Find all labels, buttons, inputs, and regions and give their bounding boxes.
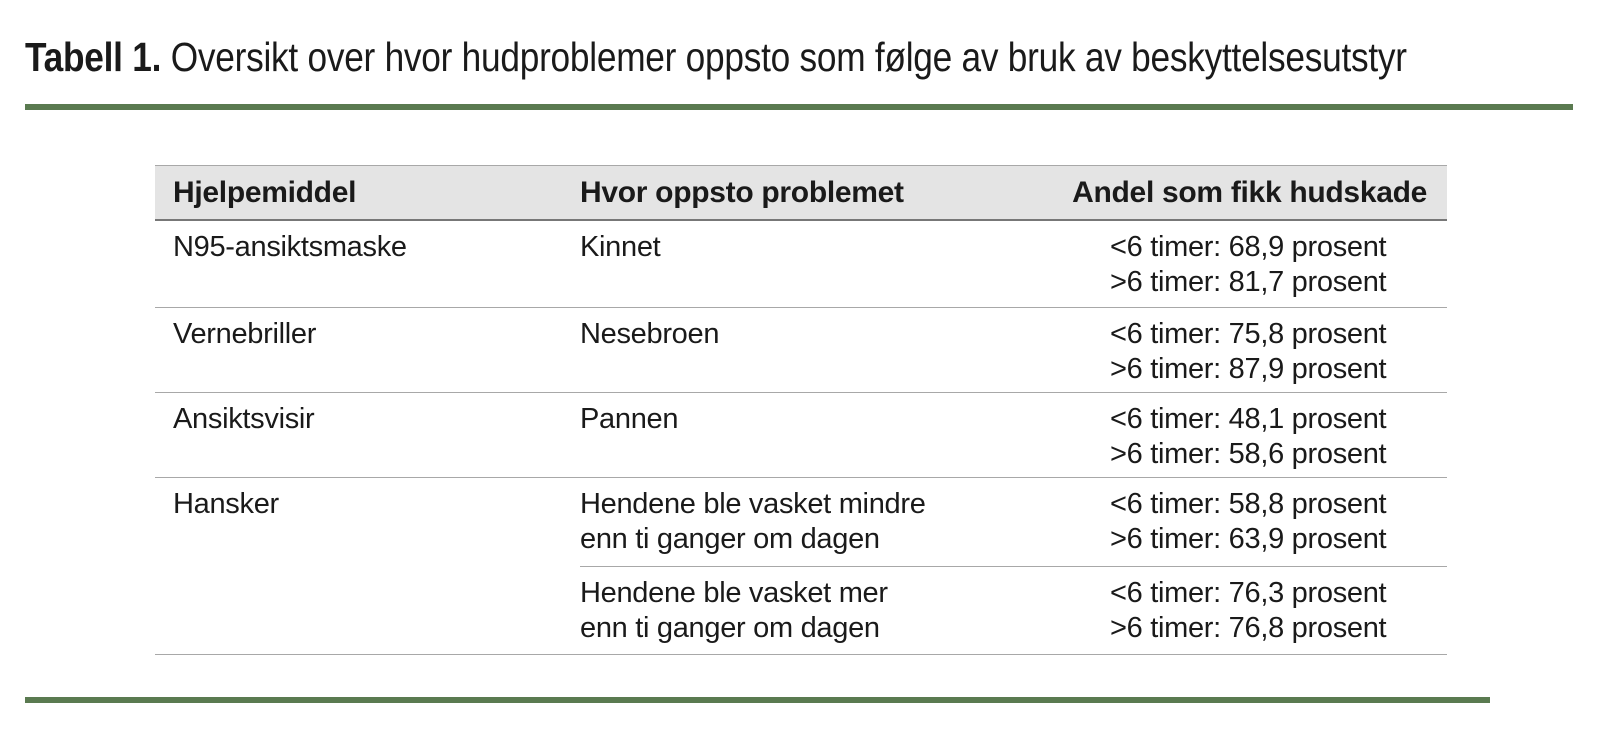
table-title: [25, 33, 1407, 81]
table-row: [155, 393, 1447, 478]
device-cell: N95-ansiktsmaske: [155, 221, 580, 308]
table-row: [155, 221, 1447, 308]
location-cell: [580, 308, 1110, 393]
share-cell: [1110, 567, 1447, 655]
table-row: [155, 478, 1447, 567]
share-line: <6 timer: 58,8 prosent: [1110, 488, 1387, 520]
location-line: Pannen: [580, 403, 679, 435]
device-cell: [155, 567, 580, 655]
location-cell: [580, 393, 1110, 478]
device-cell: Vernebriller: [155, 308, 580, 393]
location-line: enn ti ganger om dagen: [580, 523, 880, 555]
share-line: >6 timer: 63,9 prosent: [1110, 523, 1387, 555]
header-cell-device: Hjelpemiddel: [173, 175, 357, 209]
share-line: >6 timer: 76,8 prosent: [1110, 612, 1387, 644]
location-cell: [580, 221, 1110, 308]
share-line: <6 timer: 68,9 prosent: [1110, 231, 1387, 263]
location-cell: [580, 478, 1110, 567]
table-title-text: Oversikt over hvor hudproblemer oppsto som følge av bruk av beskyttelsesutstyr: [161, 34, 1407, 80]
location-line: Hendene ble vasket mer: [580, 577, 888, 609]
table-row: [155, 308, 1447, 393]
share-cell: [1110, 478, 1447, 567]
data-table: [155, 165, 1447, 655]
device-cell: Ansiktsvisir: [155, 393, 580, 478]
share-cell: [1110, 393, 1447, 478]
location-cell: [580, 567, 1110, 655]
bottom-divider-rule: [25, 697, 1490, 703]
share-cell: [1110, 221, 1447, 308]
share-line: <6 timer: 75,8 prosent: [1110, 318, 1387, 350]
device-cell: Hansker: [173, 488, 279, 520]
table-title-label: Tabell 1.: [25, 34, 162, 80]
table-row: [155, 567, 1447, 655]
location-line: Nesebroen: [580, 318, 720, 350]
top-divider-rule: [25, 104, 1573, 110]
share-cell: [1110, 308, 1447, 393]
header-cell-share: Andel som fikk hudskade: [1072, 175, 1427, 209]
share-line: <6 timer: 48,1 prosent: [1110, 403, 1387, 435]
header-cell-location: Hvor oppsto problemet: [580, 175, 904, 209]
share-line: <6 timer: 76,3 prosent: [1110, 577, 1387, 609]
location-line: enn ti ganger om dagen: [580, 612, 880, 644]
share-line: >6 timer: 58,6 prosent: [1110, 438, 1387, 470]
share-line: >6 timer: 87,9 prosent: [1110, 353, 1387, 385]
location-line: Kinnet: [580, 231, 661, 263]
share-line: >6 timer: 81,7 prosent: [1110, 266, 1387, 298]
location-line: Hendene ble vasket mindre: [580, 488, 926, 520]
table-header-row: [155, 165, 1447, 221]
